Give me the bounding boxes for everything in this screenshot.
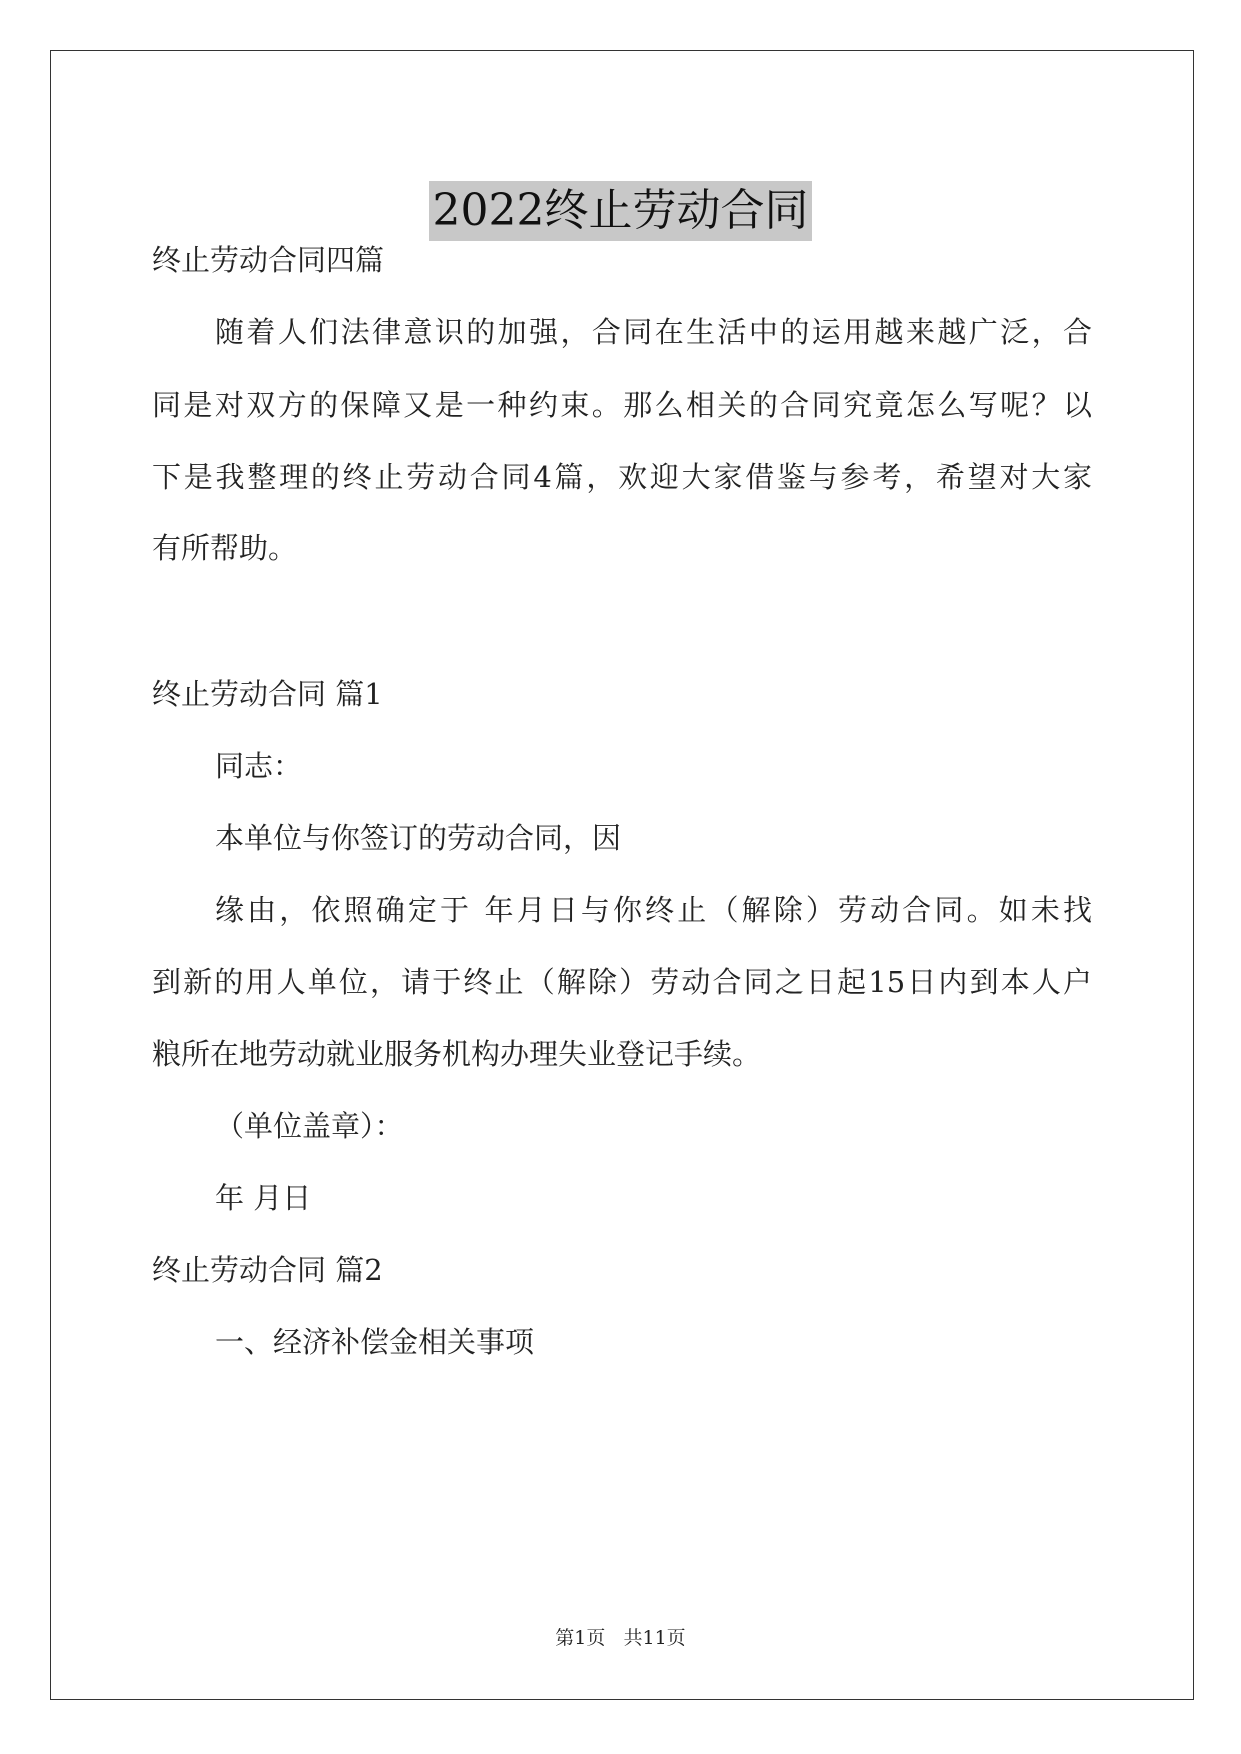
section1-line1: 本单位与你签订的劳动合同，因: [215, 821, 622, 855]
intro-line-1: 随着人们法律意识的加强，合同在生活中的运用越来越广泛，合: [215, 315, 1092, 349]
section1-heading: 终止劳动合同 篇1: [152, 677, 383, 711]
section1-seal: （单位盖章）：: [215, 1109, 404, 1143]
document-title: 2022终止劳动合同: [429, 181, 813, 241]
section2-heading: 终止劳动合同 篇2: [152, 1253, 383, 1287]
section1-salutation: 同志：: [215, 749, 303, 783]
section1-para-line-3: 粮所在地劳动就业服务机构办理失业登记手续。: [152, 1037, 762, 1071]
section1-para-line-1: 缘由，依照确定于 年月日与你终止（解除）劳动合同。如未找: [215, 893, 1092, 927]
page-footer: [0, 1624, 1241, 1652]
section1-date: 年 月日: [215, 1181, 312, 1215]
intro-line-2: 同是对双方的保障又是一种约束。那么相关的合同究竟怎么写呢？以: [152, 388, 1092, 422]
intro-line-3: 下是我整理的终止劳动合同4篇，欢迎大家借鉴与参考，希望对大家: [152, 460, 1092, 494]
document-subtitle: 终止劳动合同四篇: [152, 243, 385, 277]
intro-line-4: 有所帮助。: [152, 531, 298, 565]
section1-para-line-2: 到新的用人单位，请于终止（解除）劳动合同之日起15日内到本人户: [152, 965, 1092, 999]
page-border: [50, 50, 1194, 1700]
page-number-label: 第1页 共11页: [555, 1627, 686, 1649]
section2-item1: 一、经济补偿金相关事项: [215, 1325, 535, 1359]
